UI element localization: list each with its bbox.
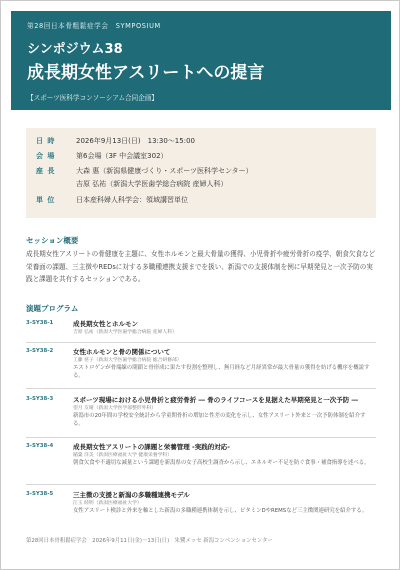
program-code: 3-SY38-4 <box>26 443 54 449</box>
info-value: 吉原 弘祐（新潟大学医歯学総合病院 産婦人科） <box>76 180 228 188</box>
program-item <box>26 320 376 340</box>
info-label: 日 時 <box>36 137 56 145</box>
program-speaker: 望月 友晴（新潟大学医学部整形外科） <box>73 406 157 411</box>
conference-eyebrow: 第28回日本骨粗鬆症学会 SYMPOSIUM <box>27 22 161 30</box>
program-description: エストロゲンが骨端線の閉鎖と骨形成に果たす役割を整理し、無月経など月経異常が最大骨量の獲得を妨げる機序を概説する。 <box>73 365 370 379</box>
divider <box>26 342 376 343</box>
info-label: 座 長 <box>36 167 56 175</box>
info-value: 2026年9月13日(日) 13:30～15:00 <box>76 137 195 145</box>
program-description: 新潟市の20年間の学校安全統計から学童期骨折の増加と性差の変化を示し、女性アスリート外来と一次予防体制を紹介する。 <box>73 413 366 427</box>
program-title: スポーツ現場における小児骨折と疲労骨折 ― 骨のライフコースを見据えた早期発見と一次予防 ― <box>73 396 358 404</box>
program-title: 成長期女性とホルモン <box>73 320 138 328</box>
collaboration-tag: 【スポーツ医科学コンソーシアム合同企画】 <box>27 94 159 102</box>
program-code: 3-SY38-2 <box>26 348 54 354</box>
divider <box>26 437 376 438</box>
session-number: シンポジウム38 <box>27 42 123 57</box>
title-banner <box>11 11 391 110</box>
program-item <box>26 443 376 481</box>
program-speaker: 江玉 睦明（新潟医療福祉大学） <box>73 501 142 506</box>
page-footer: 第28回日本骨粗鬆症学会 2026年9月11日(金)～13日(日) 朱鷺メッセ 新潟コンベンションセンター <box>26 538 273 544</box>
program-description: 朝食欠食や不適切な減量という課題を新潟県の女子高校生調査から示し、エネルギー不足を防ぐ食事・補食指導を述べる。 <box>73 460 370 466</box>
program-item <box>26 491 376 529</box>
session-info-box <box>26 128 376 218</box>
program-item <box>26 396 376 434</box>
program-description: 女性アスリート検診と外来を軸とした新潟の多職種連携体制を示し、ビタミンDやREMSなど三主徴関連研究を紹介する。 <box>73 508 368 514</box>
program-code: 3-SY38-5 <box>26 491 54 497</box>
program-title: 女性ホルモンと骨の関係について <box>73 348 171 356</box>
info-label: 会 場 <box>36 152 56 160</box>
page-title: 成長期女性アスリートへの提言 <box>27 63 265 83</box>
program-speaker: 稲葉 洋美（新潟医療福祉大学 健康栄養学科） <box>73 453 172 458</box>
overview-text: 成長期女性アスリートの骨健康を主題に、女性ホルモンと最大骨量の獲得、小児骨折や疲労骨折の疫学、朝食欠食など栄養面の課題、三主徴やREDsに対する多職種連携支援までを扱い、新潟での支援体制を例に早期発見と一次予防の実践と課題を共有するセッションである。 <box>26 250 376 283</box>
divider <box>26 388 376 389</box>
program-code: 3-SY38-3 <box>26 396 54 402</box>
program-speaker: 工藤 慈子（新潟大学医歯学総合病院 総合研修部） <box>73 358 182 363</box>
info-value: 第6会場（3F 中会議室302） <box>76 152 168 160</box>
program-title: 成長期女性アスリートの課題と栄養管理 ‐実践的対応‐ <box>73 443 230 451</box>
info-value: 日本産科婦人科学会：領域講習単位 <box>76 196 188 204</box>
program-title: 三主徴の支援と新潟の多職種連携モデル <box>73 491 190 499</box>
divider <box>26 484 376 485</box>
info-value: 大森 惠（新潟県健康づくり・スポーツ医科学センター） <box>76 167 253 175</box>
program-code: 3-SY38-1 <box>26 320 54 326</box>
program-heading: 演題プログラム <box>26 304 79 313</box>
overview-heading: セッション概要 <box>26 236 79 245</box>
program-item <box>26 348 376 386</box>
info-label: 単 位 <box>36 196 56 204</box>
program-speaker: 吉原 弘祐（新潟大学医歯学総合病院 産婦人科） <box>73 330 177 335</box>
